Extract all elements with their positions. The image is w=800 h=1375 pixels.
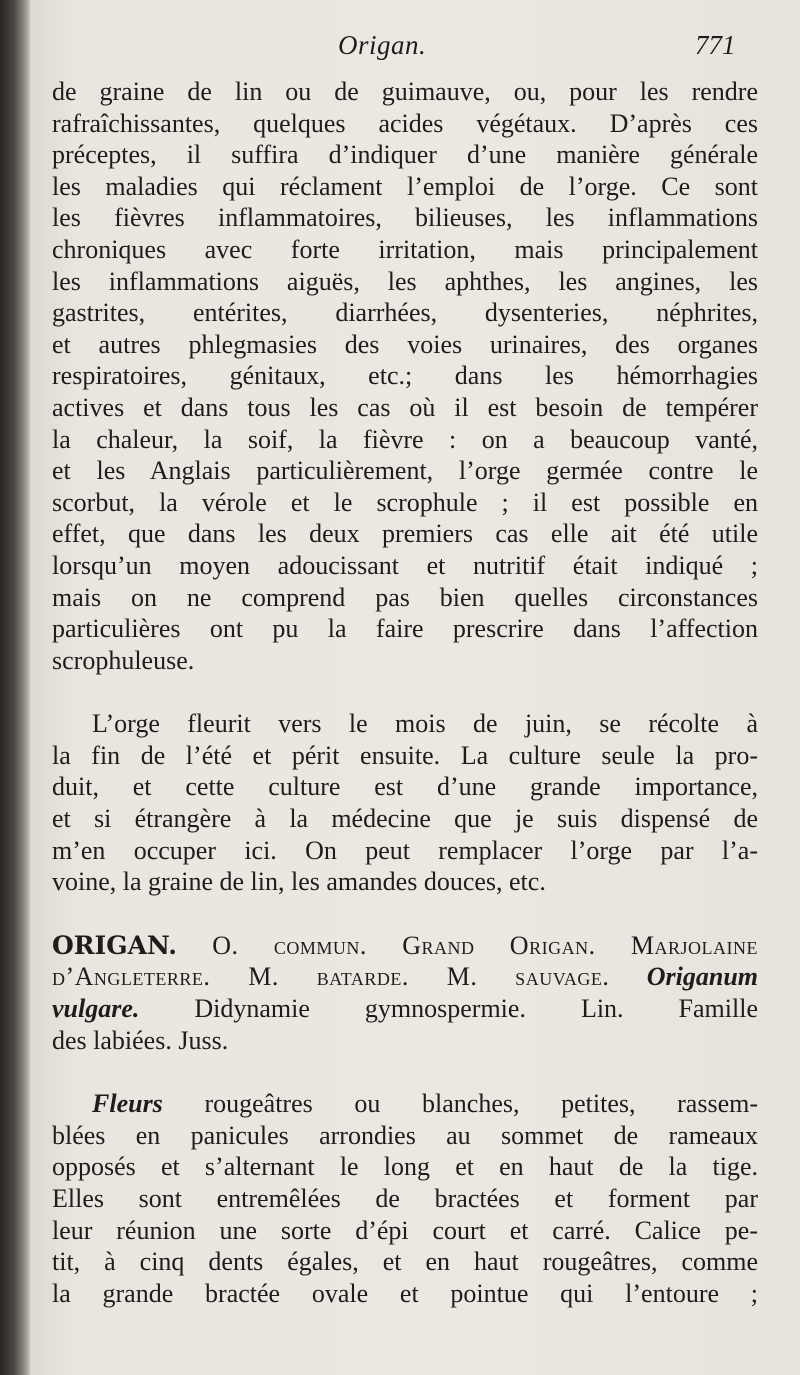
text-line: blées en panicules arrondies au sommet de rameaux [52, 1120, 758, 1150]
paragraph-flowers-description [52, 1088, 758, 1309]
text-line: actives et dans tous les cas où il est besoin de tempérer [52, 392, 758, 422]
synonyms: d’Angleterre. M. batarde. M. sauvage. [52, 962, 610, 992]
text-line: chroniques avec forte irritation, mais principalement [52, 234, 758, 264]
book-binding-edge [0, 0, 30, 1375]
section-lead-word: Fleurs [92, 1089, 163, 1119]
text-line: la grande bractée ovale et pointue qui l’entoure ; [52, 1278, 758, 1308]
paragraph-gap [52, 676, 758, 708]
text-line: et autres phlegmasies des voies urinaires, des organes [52, 329, 758, 359]
text-line: gastrites, entérites, diarrhées, dysenteries, néphrites, [52, 298, 758, 328]
text-line [52, 993, 758, 1025]
paragraph-gap [52, 1056, 758, 1088]
running-head [30, 26, 800, 66]
text-line: les maladies qui réclament l’emploi de l’orge. Ce sont [52, 171, 758, 201]
text-line: tit, à cinq dents égales, et en haut rougeâtres, comme [52, 1247, 758, 1277]
paragraph-barley-culture [52, 708, 758, 898]
text-line: lorsqu’un moyen adoucissant et nutritif était indiqué ; [52, 550, 758, 580]
text-line: mais on ne comprend pas bien quelles circonstances [52, 582, 758, 612]
classification: Didynamie gymnospermie. Lin. Famille [139, 994, 758, 1024]
text-line: des labiées. Juss. [52, 1025, 229, 1055]
paragraph-gap [52, 898, 758, 930]
text-line: respiratoires, génitaux, etc.; dans les hémorrhagies [52, 361, 758, 391]
paragraph-barley-indications [52, 76, 758, 676]
latin-name: vulgare. [52, 994, 140, 1024]
entry-origan-heading [52, 930, 758, 1056]
text-line: la chaleur, la soif, la fièvre : on a beaucoup vanté, [52, 424, 758, 454]
text-line: effet, que dans les deux premiers cas elle ait été utile [52, 519, 758, 549]
entry-name: ORIGAN. [52, 930, 177, 960]
text-line: duit, et cette culture est d’une grande importance, [52, 772, 758, 802]
running-head-title: Origan. [338, 30, 427, 60]
page-number: 771 [695, 30, 736, 60]
text-line [52, 961, 758, 993]
text-line: les inflammations aiguës, les aphthes, les angines, les [52, 266, 758, 296]
text-line: opposés et s’alternant le long et en haut de la tige. [52, 1152, 758, 1182]
text-line: la fin de l’été et périt ensuite. La culture seule la pro- [52, 740, 758, 770]
text-line: L’orge fleurit vers le mois de juin, se récolte à [92, 709, 758, 739]
synonyms: O. commun. Grand Origan. Marjolaine [176, 930, 758, 960]
text-line [52, 1088, 758, 1120]
text-line: scorbut, la vérole et le scrophule ; il est possible en [52, 487, 758, 517]
text-line: m’en occuper ici. On peut remplacer l’orge par l’a- [52, 835, 758, 865]
text-line: particulières ont pu la faire prescrire dans l’affection [52, 614, 758, 644]
text-line: leur réunion une sorte d’épi court et carré. Calice pe- [52, 1215, 758, 1245]
text-line: scrophuleuse. [52, 645, 195, 675]
text-line: voine, la graine de lin, les amandes douces, etc. [52, 867, 546, 897]
text-line-rest: rougeâtres ou blanches, petites, rassem- [162, 1089, 758, 1119]
text-line: Elles sont entremêlées de bractées et forment par [52, 1184, 758, 1213]
text-line: et les Anglais particulièrement, l’orge germée contre le [52, 456, 758, 486]
latin-name: Origanum [609, 962, 759, 992]
text-line [52, 930, 758, 962]
text-line: préceptes, il suffira d’indiquer d’une manière générale [52, 140, 758, 170]
page-body [52, 76, 758, 1309]
text-line: de graine de lin ou de guimauve, ou, pour les rendre [52, 77, 758, 106]
text-line: et si étrangère à la médecine que je suis dispensé de [52, 804, 758, 834]
text-line: les fièvres inflammatoires, bilieuses, les inflammations [52, 203, 758, 233]
book-page [30, 0, 800, 1375]
text-line: rafraîchissantes, quelques acides végétaux. D’après ces [52, 108, 758, 138]
